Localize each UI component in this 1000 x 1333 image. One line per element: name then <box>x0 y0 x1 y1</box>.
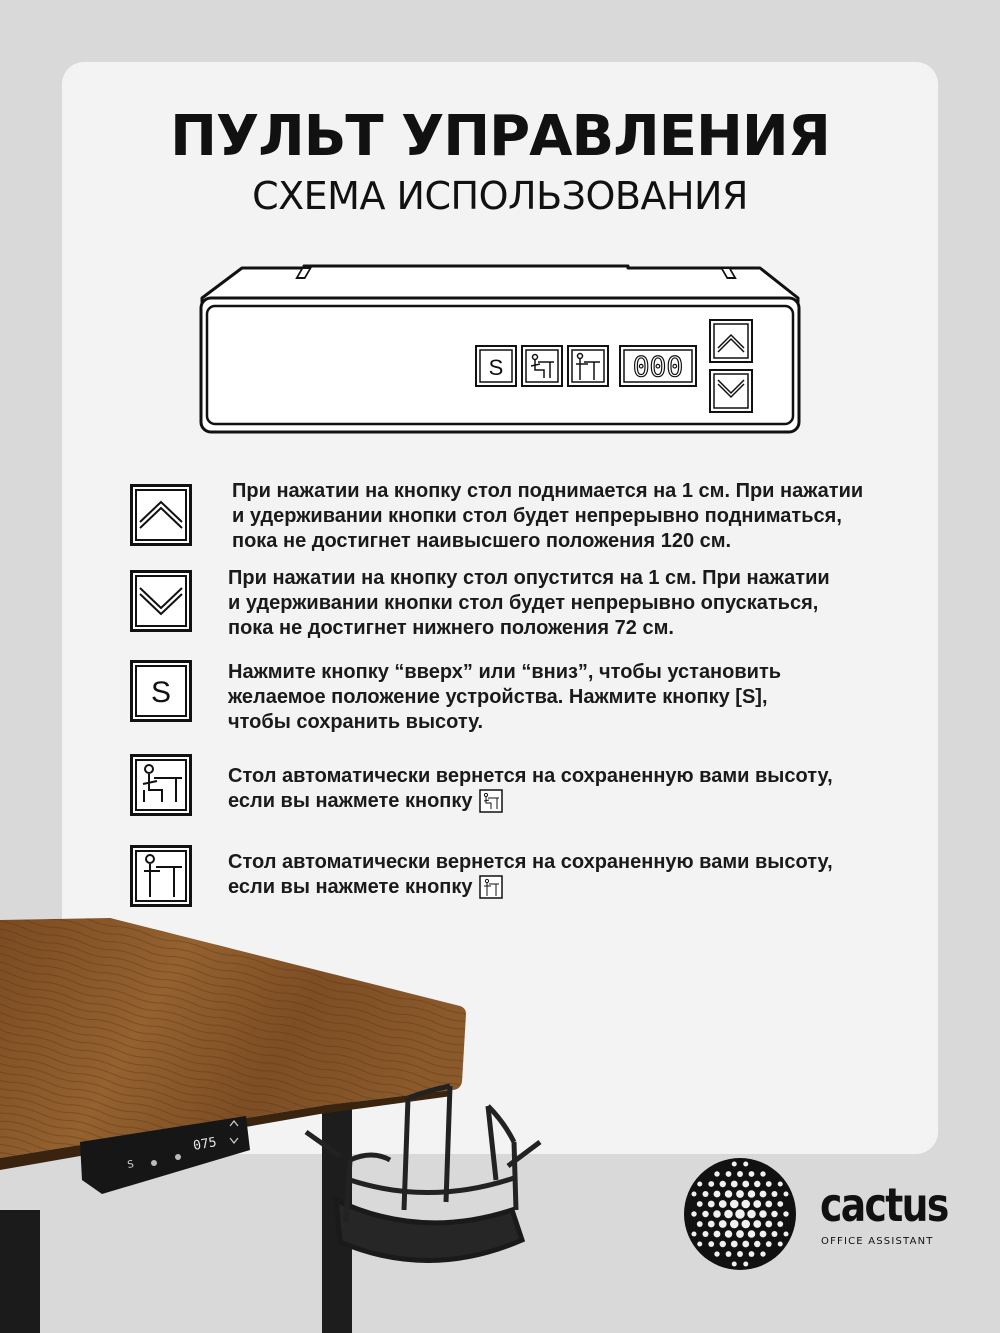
logo-dot <box>691 1211 696 1216</box>
logo-dot <box>772 1231 778 1237</box>
legend-line <box>228 875 833 900</box>
logo-dot <box>749 1171 755 1177</box>
logo-dot <box>766 1241 772 1247</box>
brand-tagline: OFFICE ASSISTANT <box>821 1236 934 1247</box>
logo-dot <box>724 1210 733 1219</box>
logo-dot <box>714 1231 721 1238</box>
logo-dot <box>725 1230 733 1238</box>
page-subtitle: СХЕМА ИСПОЛЬЗОВАНИЯ <box>252 174 748 218</box>
logo-dot <box>697 1201 703 1207</box>
logo-dot <box>719 1220 727 1228</box>
logo-dot <box>691 1231 696 1236</box>
logo-dot <box>697 1241 702 1246</box>
logo-dot <box>772 1191 778 1197</box>
logo-dot <box>760 1171 765 1176</box>
logo-dot <box>778 1241 783 1246</box>
legend-line: При нажатии на кнопку стол опустится на 1 см. При нажатии <box>228 567 830 589</box>
logo-dot <box>736 1230 744 1238</box>
logo-dot <box>753 1220 761 1228</box>
up-button[interactable] <box>710 320 752 362</box>
height-display-value: 000 <box>632 350 684 383</box>
logo-dot <box>742 1181 749 1188</box>
page-title: ПУЛЬТ УПРАВЛЕНИЯ <box>170 104 830 169</box>
legend-line: Стол автоматически вернется на сохраненную вами высоту, <box>228 851 833 873</box>
logo-dot <box>743 1262 748 1267</box>
s-button[interactable] <box>476 346 516 386</box>
logo-dot <box>726 1171 732 1177</box>
logo-dot <box>719 1200 727 1208</box>
logo-dot <box>783 1231 788 1236</box>
logo-dot <box>714 1251 719 1256</box>
logo-dot <box>725 1190 733 1198</box>
legend-line: Нажмите кнопку “вверх” или “вниз”, чтобы установить <box>228 661 782 683</box>
s-button-icon <box>130 660 192 722</box>
legend-line-text: если вы нажмете кнопку <box>228 790 473 812</box>
logo-dot <box>777 1221 783 1227</box>
logo-dot <box>741 1200 750 1209</box>
logo-dot <box>714 1191 721 1198</box>
logo-dot <box>703 1231 709 1237</box>
legend-line-text: если вы нажмете кнопку <box>228 876 473 898</box>
legend-down-text <box>228 566 830 641</box>
logo-dot <box>759 1210 767 1218</box>
logo-dot <box>749 1251 755 1257</box>
logo-dot <box>730 1220 739 1229</box>
logo-dot <box>760 1251 765 1256</box>
legend-sitting-text <box>228 764 833 814</box>
logo-dot <box>754 1241 760 1247</box>
logo-dot <box>737 1251 743 1257</box>
logo-dot <box>747 1210 756 1219</box>
sitting-person-icon <box>479 789 503 813</box>
logo-dot <box>697 1181 702 1186</box>
legend-line: и удерживании кнопки стол будет непрерывно подниматься, <box>232 505 842 527</box>
logo-dot <box>777 1201 783 1207</box>
logo-dot <box>726 1251 732 1257</box>
logo-dot <box>708 1181 714 1187</box>
logo-dot <box>731 1241 738 1248</box>
logo-dot <box>754 1181 760 1187</box>
legend-line: пока не достигнет наивысшего положения 120 см. <box>232 530 732 552</box>
legend-up-text <box>232 479 863 554</box>
controller-s-label: S <box>126 1159 135 1171</box>
s-icon-label: S <box>150 676 172 709</box>
logo-dot <box>766 1181 772 1187</box>
logo-dot <box>732 1262 737 1267</box>
desk-photo <box>0 910 560 1333</box>
legend-line: и удерживании кнопки стол будет непрерывно опускаться, <box>228 592 819 614</box>
sitting-person-icon <box>130 754 192 816</box>
arrow-up-icon <box>130 484 192 546</box>
logo-dot <box>703 1191 709 1197</box>
logo-dot <box>732 1161 737 1166</box>
legend-line: пока не достигнет нижнего положения 72 см. <box>228 617 674 639</box>
logo-dot <box>765 1221 772 1228</box>
legend-s-text <box>228 660 781 735</box>
logo-dot <box>702 1211 708 1217</box>
logo-dot <box>753 1200 761 1208</box>
logo-dot <box>778 1181 783 1186</box>
height-display <box>620 346 696 386</box>
sitting-preset-button[interactable] <box>522 346 562 386</box>
logo-dot <box>730 1200 739 1209</box>
logo-dot <box>742 1241 749 1248</box>
logo-dot <box>771 1211 777 1217</box>
logo-dot <box>760 1191 767 1198</box>
logo-dot <box>741 1220 750 1229</box>
logo-dot <box>708 1241 714 1247</box>
legend-line: чтобы сохранить высоту. <box>228 711 484 733</box>
down-button[interactable] <box>710 370 752 412</box>
logo-dot <box>708 1201 715 1208</box>
logo-dot <box>735 1209 745 1219</box>
controller-display: 075 <box>192 1135 218 1154</box>
legend-line <box>228 789 833 814</box>
legend-standing-text <box>228 850 833 900</box>
control-panel-diagram <box>198 262 802 438</box>
logo-dot <box>697 1221 703 1227</box>
logo-dot <box>731 1181 738 1188</box>
logo-dot <box>748 1230 756 1238</box>
logo-dot <box>691 1191 696 1196</box>
logo-dot <box>748 1190 756 1198</box>
legend-line: Стол автоматически вернется на сохраненную вами высоту, <box>228 765 833 787</box>
logo-dot <box>720 1181 726 1187</box>
standing-preset-button[interactable] <box>568 346 608 386</box>
logo-dot <box>720 1241 726 1247</box>
standing-person-icon <box>130 845 192 907</box>
legend-line: желаемое положение устройства. Нажмите кнопку [S], <box>228 686 768 708</box>
legend-line: При нажатии на кнопку стол поднимается на 1 см. При нажатии <box>232 480 864 502</box>
logo-dot <box>760 1231 767 1238</box>
arrow-down-icon <box>130 570 192 632</box>
logo-dot <box>708 1221 715 1228</box>
logo-dot <box>783 1211 788 1216</box>
s-button-label: S <box>488 355 504 380</box>
standing-person-icon <box>479 875 503 899</box>
logo-dot <box>714 1171 719 1176</box>
logo-honeycomb <box>684 1158 796 1270</box>
logo-dot <box>713 1210 721 1218</box>
logo-dot <box>765 1201 772 1208</box>
logo-dot <box>736 1190 744 1198</box>
logo-dot <box>743 1161 748 1166</box>
logo-dot <box>737 1171 743 1177</box>
logo-dot <box>783 1191 788 1196</box>
brand-name: cactus <box>820 1178 948 1232</box>
